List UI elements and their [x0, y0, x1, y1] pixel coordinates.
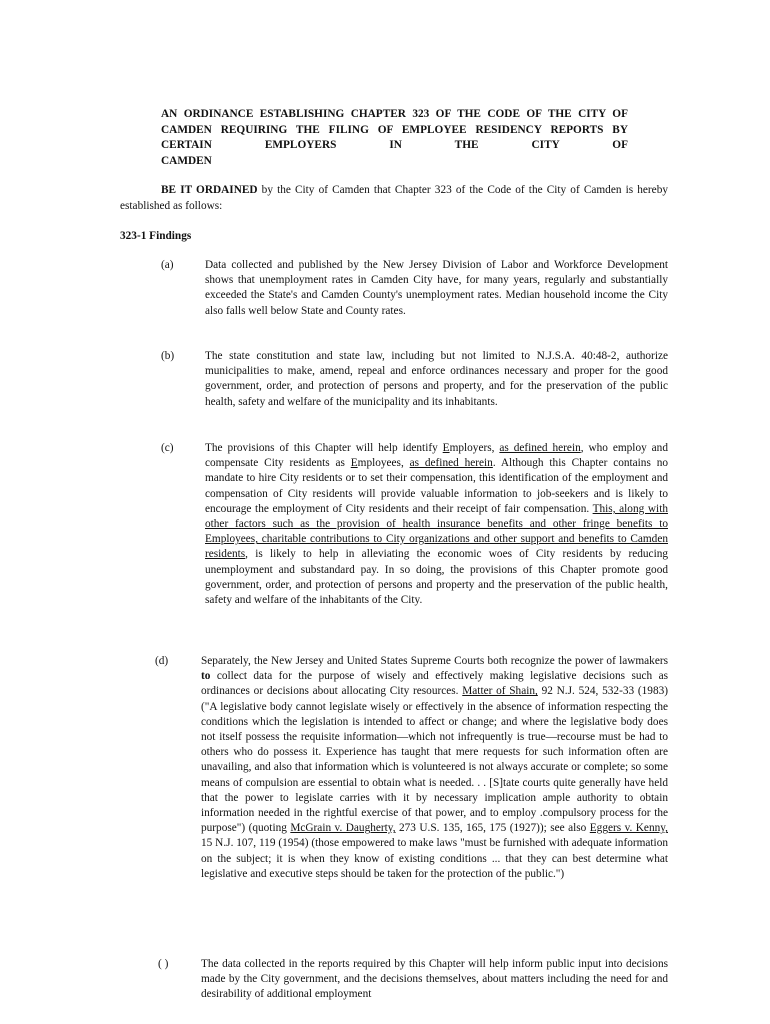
paragraph-text: The data collected in the reports required by this Chapter will help inform public input into decisions made by the City government, and the decisions themselves, about matters including the need for and desirability of additional employment — [201, 958, 668, 1001]
text-run: mployers, — [449, 442, 500, 454]
text-run: , who employ and compensate City residents as — [205, 442, 668, 470]
paragraph-marker: (d) — [155, 655, 169, 667]
text-run: The provisions of this Chapter will help identify — [205, 442, 443, 454]
paragraph-marker: (b) — [161, 350, 175, 362]
section-heading: 323-1 Findings — [120, 230, 192, 242]
paragraph-text: Data collected and published by the New Jersey Division of Labor and Workforce Development shows that unemployment rates in Camden City have, for many years, regularly and substantially exceeded the State's and Camden County's unemployment rates. Median household income the City also falls well below State and County rates. — [205, 259, 668, 317]
paragraph-text — [201, 654, 668, 882]
text-run: 273 U.S. 135, 165, 175 (1927)); see also — [395, 822, 590, 835]
title-line-1: AN ORDINANCE ESTABLISHING CHAPTER 323 OF THE CODE OF THE — [161, 108, 572, 120]
enacting-clause-bold: BE IT ORDAINED — [161, 184, 258, 196]
underlined-run: as defined herein — [499, 442, 581, 454]
case-citation: Eggers v. Kenny, — [589, 822, 668, 835]
title-line-2: CITY OF CAMDEN REQUIRING THE FILING OF EMPLOYEE — [161, 108, 628, 136]
text-run: Separately, the New Jersey and United States Supreme Courts both recognize the power of lawmakers — [201, 655, 668, 667]
underlined-run: as defined herein — [409, 457, 493, 470]
title-line-3: RESIDENCY REPORTS BY CERTAIN EMPLOYERS IN THE CITY OF — [161, 123, 628, 151]
text-run: . Although this Chapter contains no mandate to hire City residents or to set their compensation, this identification of the employment and compensation of City residents will provide valuable information to job-seekers and is likely to encourage the employment of City residents and their receipt of fair compensation. — [205, 457, 668, 515]
paragraph-text — [205, 441, 668, 608]
enacting-clause-text: by the City of Camden that Chapter 323 of the Code of the City of Camden is hereby established as follows: — [120, 184, 668, 212]
case-citation: McGrain v. Daugherty, — [290, 822, 396, 835]
title-line-4: CAMDEN — [161, 154, 212, 167]
underlined-run: E — [442, 442, 450, 454]
paragraph-text: The state constitution and state law, including but not limited to N.J.S.A. 40:48-2, authorize municipalities to make, amend, repeal and enforce ordinances necessary and proper for the good government, order, and protection of persons and property, and for the preservation of the public health, safety and welfare of the municipality and its inhabitants. — [205, 350, 668, 408]
text-run: 15 N.J. 107, 119 (1954) (those empowered to make laws "must be furnished with adequate information on the subject; it is when they know of existing conditions ... that they can best determine what legislative and executive steps should be taken for the protection of the public.") — [201, 837, 668, 880]
text-run: mployees, — [357, 457, 410, 470]
ordinance-title — [161, 107, 628, 169]
paragraph-marker: (a) — [161, 259, 174, 271]
paragraph-marker: ( ) — [158, 958, 169, 970]
text-run: collect data for the purpose of wisely and effectively making legislative decisions such as ordinances or decisions about allocating City resources. — [201, 670, 668, 698]
text-run: , is likely to help in alleviating the economic woes of City residents by reducing unemployment and substandard pay. In so doing, the provisions of this Chapter promote good government, order, and protection of persons and property and the preservation of the public health, safety and welfare of the inhabitants of the City. — [205, 548, 668, 607]
underlined-run: This, along with other factors such as the provision of health insurance benefits and other fringe benefits to Employees, charitable contributions to City organizations and other support and benefits to Camden residents — [205, 502, 668, 561]
enacting-clause — [120, 182, 668, 214]
underlined-run: E — [350, 457, 358, 470]
bold-run: to — [201, 670, 211, 683]
text-run: 92 N.J. 524, 532-33 (1983) ("A legislative body cannot legislate wisely or effectively in the absence of information respecting the conditions which the legislation is intended to affect or change; and where the legislative body does not itself possess the requisite information—which not infrequently is true—recourse must be had to others who do possess it. Experience has taught that mere requests for such information often are unavailing, and also that information which is volunteered is not always accurate or complete; so some means of compulsion are essential to obtain what is needed. . . [S]tate courts quite generally have held that the power to legislate carries with it by necessary implication ample authority to obtain information needed in the rightful exercise of that power, and to employ .compulsory process for the purpose") (quoting — [201, 685, 668, 835]
paragraph-marker: (c) — [161, 442, 174, 454]
case-citation: Matter of Shain, — [462, 685, 538, 698]
